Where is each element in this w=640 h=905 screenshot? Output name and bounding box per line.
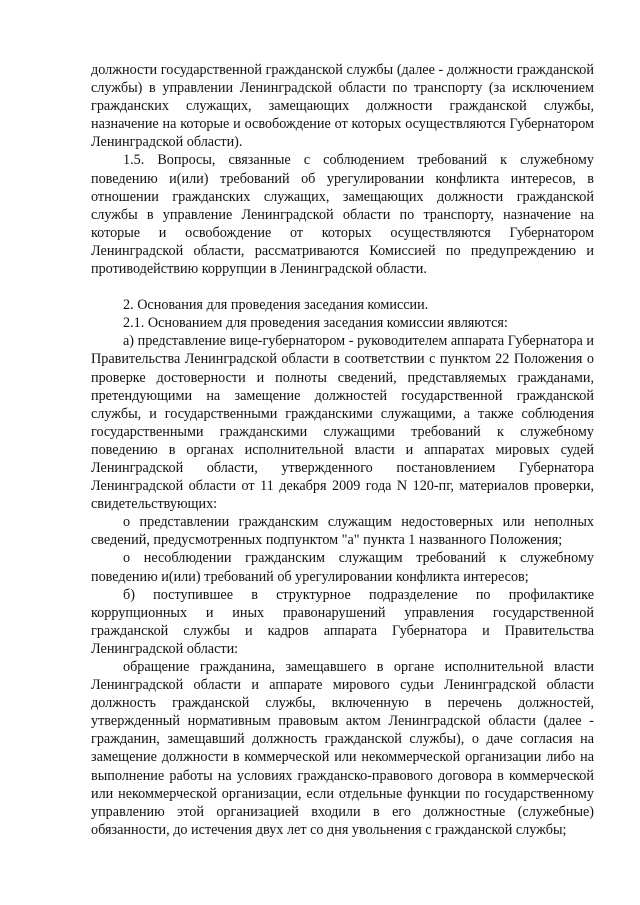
paragraph-1-5: 1.5. Вопросы, связанные с соблюдением требований к служебному поведению и(или) требований об урегулировании конфликта интересов, в отношении гражданских служащих, замещающих должности гражданской службы в управление Ленинградской области по транспорту, назначение на которые и освобождение от которых осуществляются Губернатором Ленинградской области, рассматриваются Комиссией по предупреждению и противодействию коррупции в Ленинградской области.	[91, 152, 594, 278]
paragraph-continuation: должности государственной гражданской службы (далее - должности гражданской службы) в управлении Ленинградской области по транспорту (за исключением гражданских служащих, замещающих должности гражданской службы, назначение на которые и освобождение от которых осуществляются Губернатором Ленинградской области).	[91, 62, 594, 151]
document-page	[91, 61, 594, 839]
paragraph-item-a-1: о представлении гражданским служащим недостоверных или неполных сведений, предусмотренных подпунктом "а" пункта 1 названного Положения;	[91, 514, 594, 549]
paragraph-2-1: 2.1. Основанием для проведения заседания комиссии являются:	[123, 315, 508, 332]
paragraph-item-b: б) поступившее в структурное подразделение по профилактике коррупционных и иных правонарушений управления государственной гражданской службы и кадров аппарата Губернатора и Правительства Ленинградской области:	[91, 586, 594, 657]
section-heading-2: 2. Основания для проведения заседания комиссии.	[123, 297, 429, 314]
paragraph-item-a-2: о несоблюдении гражданским служащим требований к служебному поведению и(или) требований об урегулировании конфликта интересов;	[91, 550, 594, 585]
paragraph-item-a: а) представление вице-губернатором - руководителем аппарата Губернатора и Правительства Ленинградской области в соответствии с пунктом 22 Положения о проверке достоверности и полноты сведений, представляемых гражданами, претендующими на замещение должностей государственной гражданской службы, и государственными гражданскими служащими, а также соблюдения государственными гражданскими служащими требований к служебному поведению в органах исполнительной власти и аппаратах мировых судей Ленинградской области, утвержденного постановлением Губернатора Ленинградской области от 11 декабря 2009 года N 120-пг, материалов проверки, свидетельствующих:	[91, 333, 594, 513]
paragraph-item-b-1: обращение гражданина, замещавшего в органе исполнительной власти Ленинградской области и аппарате мирового судьи Ленинградской области должность гражданской службы, включенную в перечень должностей, утвержденный нормативным правовым актом Ленинградской области (далее - гражданин, замещавший должность гражданской службы), о даче согласия на замещение должности в коммерческой или некоммерческой организации либо на выполнение работы на условиях гражданско-правового договора в коммерческой или некоммерческой организации, если отдельные функции по государственному управлению этой организацией входили в его должностные (служебные) обязанности, до истечения двух лет со дня увольнения с гражданской службы;	[91, 659, 594, 838]
paragraph-spacer	[91, 278, 594, 296]
